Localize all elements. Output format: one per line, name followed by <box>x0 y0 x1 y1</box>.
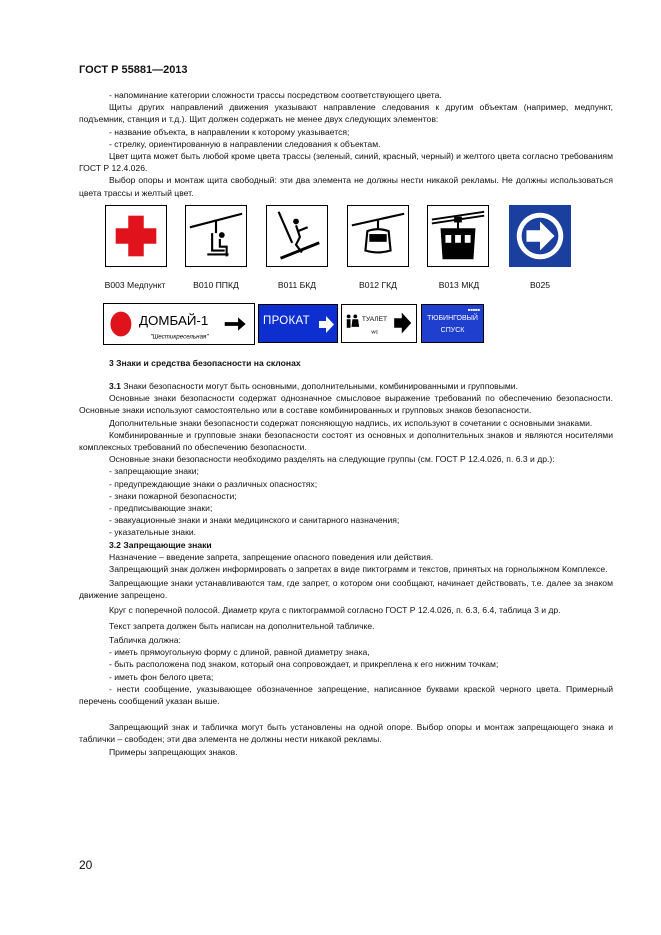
prokat-plate <box>258 304 338 343</box>
paragraph-number: 3.1 <box>109 381 121 391</box>
dombai-plate <box>103 303 255 345</box>
sign-caption: В011 БКД <box>277 280 317 290</box>
arrow-right-icon <box>394 313 411 334</box>
paragraph: Табличка должна: <box>109 635 181 646</box>
paragraph: - название объекта, в направлении к которому указывается; <box>109 126 350 137</box>
paragraph: Круг с поперечной полосой. Диаметр круга с пиктограммой согласно ГОСТ Р 12.4.026, п. 6.3, 6.4, таблица 3 и др. <box>109 604 561 615</box>
dombai-subtitle: "Шестикресельная" <box>150 333 209 341</box>
toilet-plate <box>341 304 417 343</box>
paragraph: Запрещающие знаки устанавливаются там, где запрет, о котором они сообщают, начинает действовать, т.е. далее за знаком движение запрещено. <box>79 578 613 601</box>
page-number: 20 <box>79 858 93 872</box>
paragraph: Запрещающий знак и табличка могут быть установлены на одной опоре. Выбор опоры и монтаж запрещающего знака и таблички – свободен; эти два элемента не должны нести никакой рекламы. <box>79 722 613 745</box>
prokat-label: ПРОКАТ <box>263 315 310 327</box>
list-item: - предупреждающие знаки о различных опасностях; <box>109 478 318 489</box>
paragraph: - напоминание категории сложности трассы посредством соответствующего цвета. <box>109 90 442 100</box>
toilet-wc: wc <box>371 329 379 336</box>
paragraph: Дополнительные знаки безопасности содержат поясняющую надпись, их используют в сочетании с основными знаками. <box>109 417 593 428</box>
arrow-circle-icon <box>509 205 571 267</box>
paragraph: Текст запрета должен быть написан на дополнительной табличке. <box>109 620 375 631</box>
paragraph: - стрелку, ориентированную в направлении следования к объектам. <box>109 138 381 149</box>
subsection-title: 3.2 Запрещающие знаки <box>109 539 212 550</box>
paragraph-text: Знаки безопасности могут быть основными, дополнительными, комбинированными и групповыми. <box>120 381 518 391</box>
tubing-plate <box>421 304 484 343</box>
logo: ■■■■■ <box>467 307 480 312</box>
paragraph <box>79 380 613 392</box>
list-item: - знаки пожарной безопасности; <box>109 490 237 501</box>
paragraph: Выбор опоры и монтаж щита свободный: эти два элемента не должны нести никакой рекламы. Не должны использоваться цвета трассы и желтый цвет. <box>79 175 613 198</box>
list-item: - иметь фон белого цвета; <box>109 671 214 682</box>
top-text-block <box>79 89 613 199</box>
chairlift-icon <box>185 205 247 267</box>
list-item: - нести сообщение, указывающее обозначенное запрещение, написанное буквами краской черного цвета. Примерный перечень сообщений указан выше. <box>79 683 613 707</box>
list-item: - запрещающие знаки; <box>109 466 199 477</box>
paragraph: Основные знаки безопасности необходимо разделять на следующие группы (см. ГОСТ Р 12.4.026, п. 6.3 и др.): <box>109 454 555 465</box>
tubing-line-1: ТЮБИНГОВЫЙ <box>427 315 478 322</box>
arrow-right-icon <box>319 316 334 333</box>
sign-caption: В010 ППКД <box>193 280 239 290</box>
list-item: - указательные знаки. <box>109 527 197 538</box>
list-item: - эвакуационные знаки и знаки медицинского и санитарного назначения; <box>109 515 400 526</box>
paragraph: Примеры запрещающих знаков. <box>109 746 238 757</box>
gondola-icon <box>347 205 409 267</box>
red-cross-icon <box>105 205 167 267</box>
draglift-icon <box>266 205 328 267</box>
paragraph: Щиты других направлений движения указывают направление следования к другим объектам (например, медпункт, подъемник, станция и т.д.). Щит должен содержать не менее двух следующих элементов: <box>79 102 613 125</box>
sign-caption: В012 ГКД <box>359 280 397 290</box>
cable-car-icon <box>427 205 489 267</box>
section-text-block <box>79 380 613 758</box>
list-item: - быть расположена под знаком, который она сопровождает, и прикреплена к его нижним точкам; <box>109 659 499 670</box>
tubing-line-2: СПУСК <box>440 327 465 334</box>
dombai-title: ДОМБАЙ-1 <box>139 312 209 328</box>
list-item: - иметь прямоугольную форму с длиной, равной диаметру знака, <box>109 647 370 658</box>
paragraph: Основные знаки безопасности содержат однозначное смысловое выражение требований по обеспечению безопасности. Основные знаки используют самостоятельно или в составе комбинированных и групповых знаков безопасности. <box>79 393 613 416</box>
section-title: 3 Знаки и средства безопасности на склонах <box>109 358 301 368</box>
sign-caption: В025 <box>529 280 551 290</box>
sign-caption: В003 Медпункт <box>104 280 166 290</box>
toilet-title: ТУАЛЕТ <box>361 316 388 324</box>
paragraph: Запрещающий знак должен информировать о запретах в виде пиктограмм и текстов, принятых на горнолыжном Комплексе. <box>109 564 608 575</box>
document-header: ГОСТ Р 55881—2013 <box>79 64 188 76</box>
list-item: - предписывающие знаки; <box>109 503 213 514</box>
arrow-right-icon <box>225 317 246 330</box>
paragraph: Комбинированные и групповые знаки безопасности состоят из основных и дополнительных знаков и являются носителями комплексных требований по обеспечению безопасности. <box>79 429 613 453</box>
paragraph: Цвет щита может быть любой кроме цвета трассы (зеленый, синий, красный, черный) и желтого цвета согласно требованиям ГОСТ Р 12.4.026. <box>79 151 613 174</box>
paragraph: Назначение – введение запрета, запрещение опасного поведения или действия. <box>109 551 434 562</box>
sign-caption: В013 МКД <box>438 280 480 290</box>
